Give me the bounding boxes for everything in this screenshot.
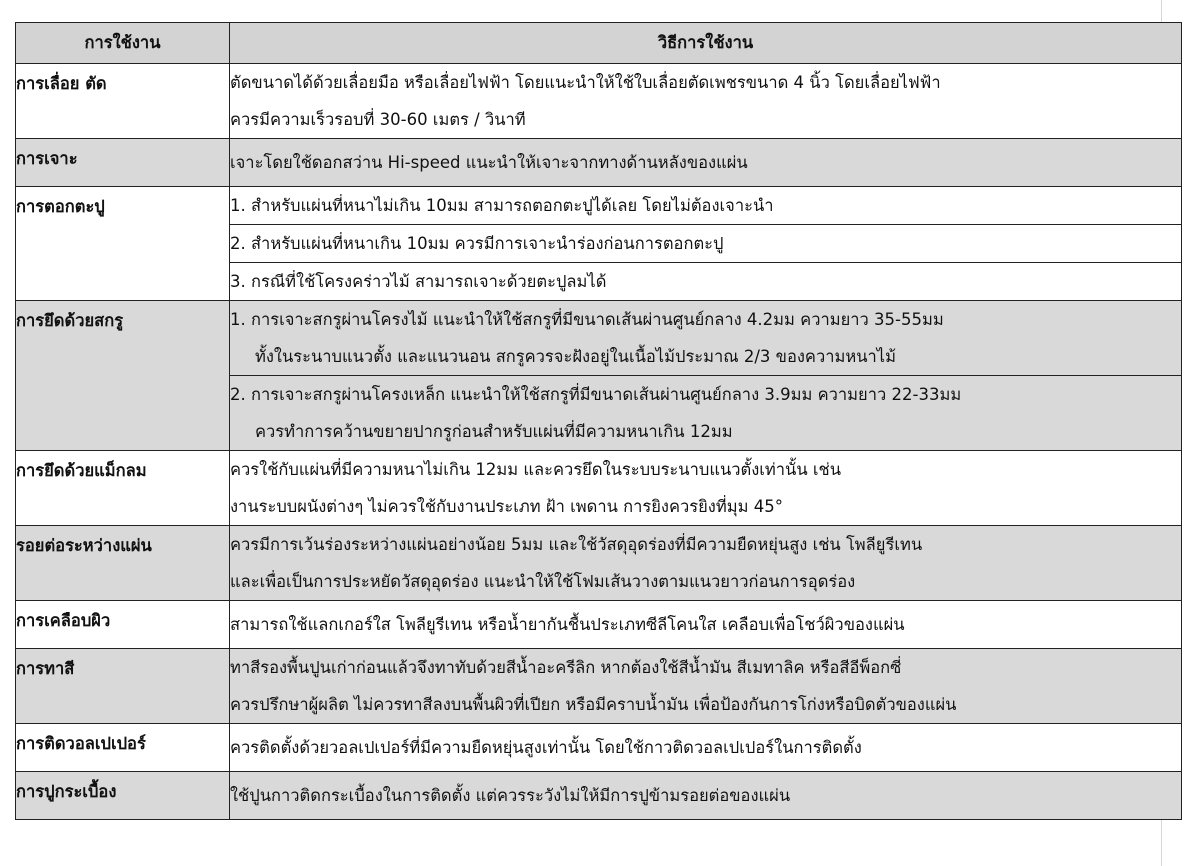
desc-line: 1. การเจาะสกรูผ่านโครงไม้ แนะนำให้ใช้สกรูที่มีขนาดเส้นผ่านศูนย์กลาง 4.2มม ความยาว 35-55มม (230, 310, 944, 329)
desc-line: เจาะโดยใช้ดอกสว่าน Hi-speed แนะนำให้เจาะจากทางด้านหลังของแผ่น (230, 153, 748, 172)
table-header-row (16, 23, 1182, 64)
row-label-painting: การทาสี (16, 649, 230, 724)
row-desc-screw-item (230, 376, 1182, 451)
header-usage: การใช้งาน (16, 23, 230, 64)
desc-line: งานระบบผนังต่างๆ ไม่ควรใช้กับงานประเภท ฝ้า เพดาน การยิงควรยิงที่มุม 45° (230, 497, 783, 516)
row-desc-nailing-item (230, 263, 1182, 301)
table-row-painting (16, 649, 1182, 724)
row-label-nailing: การตอกตะปู (16, 187, 230, 301)
desc-line: ทั้งในระนาบแนวตั้ง และแนวนอน สกรูควรจะฝังอยู่ในเนื้อไม้ประมาณ 2/3 ของความหนาไม้ (255, 347, 896, 366)
header-method: วิธีการใช้งาน (230, 23, 1182, 64)
desc-line: ควรติดตั้งด้วยวอลเปเปอร์ที่มีความยืดหยุ่นสูงเท่านั้น โดยใช้กาวติดวอลเปเปอร์ในการติดตั้ง (230, 738, 862, 757)
row-desc-staple-fixing (230, 451, 1182, 526)
row-label-drilling: การเจาะ (16, 139, 230, 187)
row-desc-nailing-item (230, 187, 1182, 225)
desc-line: 2. สำหรับแผ่นที่หนาเกิน 10มม ควรมีการเจาะนำร่องก่อนการตอกตะปู (230, 233, 724, 253)
desc-line: 1. สำหรับแผ่นที่หนาไม่เกิน 10มม สามารถตอกตะปูได้เลย โดยไม่ต้องเจาะนำ (230, 195, 774, 215)
row-label-tiling: การปูกระเบื้อง (16, 772, 230, 820)
row-desc-painting (230, 649, 1182, 724)
desc-line: สามารถใช้แลกเกอร์ใส โพลียูรีเทน หรือน้ำยากันชื้นประเภทซีลีโคนใส เคลือบเพื่อโชว์ผิวของแผ่น (230, 615, 905, 634)
row-label-coating: การเคลือบผิว (16, 601, 230, 649)
row-label-screw-fixing: การยึดด้วยสกรู (16, 301, 230, 451)
desc-line: และเพื่อเป็นการประหยัดวัสดุอุดร่อง แนะนำให้ใช้โฟมเส้นวางตามแนวยาวก่อนการอุดร่อง (230, 572, 856, 591)
row-label-wallpaper: การติดวอลเปเปอร์ (16, 724, 230, 772)
desc-line: ควรมีการเว้นร่องระหว่างแผ่นอย่างน้อย 5มม และใช้วัสดุอุดร่องที่มีความยืดหยุ่นสูง เช่น โพลียูรีเทน (230, 535, 923, 554)
desc-line: ตัดขนาดได้ด้วยเลื่อยมือ หรือเลื่อยไฟฟ้า โดยแนะนำให้ใช้ใบเลื่อยตัดเพชรขนาด 4 นิ้ว โดยเลื่อยไฟฟ้า (230, 73, 941, 92)
desc-line: ควรมีความเร็วรอบที่ 30-60 เมตร / วินาที (230, 110, 526, 129)
table-row-staple-fixing (16, 451, 1182, 526)
table-row-nailing (16, 187, 1182, 225)
row-label-staple-fixing: การยึดด้วยแม็กลม (16, 451, 230, 526)
table-row-wallpaper (16, 724, 1182, 772)
desc-line: ควรใช้กับแผ่นที่มีความหนาไม่เกิน 12มม และควรยึดในระบบระนาบแนวตั้งเท่านั้น เช่น (230, 460, 841, 479)
table-row-joints (16, 526, 1182, 601)
desc-line: 2. การเจาะสกรูผ่านโครงเหล็ก แนะนำให้ใช้สกรูที่มีขนาดเส้นผ่านศูนย์กลาง 3.9มม ความยาว 22-33มม (230, 385, 962, 404)
row-desc-tiling (230, 772, 1182, 820)
row-desc-sawing (230, 64, 1182, 139)
desc-line: ทาสีรองพื้นปูนเก่าก่อนแล้วจึงทาทับด้วยสีน้ำอะครีลิก หากต้องใช้สีน้ำมัน สีเมทาลิค หรือสีอีพ็อกซี่ (230, 658, 902, 677)
table-row-coating (16, 601, 1182, 649)
row-desc-nailing-item (230, 225, 1182, 263)
row-desc-joints (230, 526, 1182, 601)
row-desc-drilling (230, 139, 1182, 187)
row-desc-coating (230, 601, 1182, 649)
table-row-sawing (16, 64, 1182, 139)
desc-line: ใช้ปูนกาวติดกระเบื้องในการติดตั้ง แต่ควรระวังไม่ให้มีการปูข้ามรอยต่อของแผ่น (230, 786, 791, 805)
row-label-sawing: การเลื่อย ตัด (16, 64, 230, 139)
table-row-screw-fixing (16, 301, 1182, 376)
desc-line: ควรปรึกษาผู้ผลิต ไม่ควรทาสีลงบนพื้นผิวที่เปียก หรือมีคราบน้ำมัน เพื่อป้องกันการโก่งหรือบิดตัวของแผ่น (230, 695, 957, 714)
row-label-joints: รอยต่อระหว่างแผ่น (16, 526, 230, 601)
row-desc-wallpaper (230, 724, 1182, 772)
table-row-drilling (16, 139, 1182, 187)
usage-method-table (15, 22, 1182, 820)
desc-line: ควรทำการคว้านขยายปากรูก่อนสำหรับแผ่นที่มีความหนาเกิน 12มม (255, 422, 733, 441)
table-row-tiling (16, 772, 1182, 820)
desc-line: 3. กรณีที่ใช้โครงคร่าวไม้ สามารถเจาะด้วยตะปูลมได้ (230, 271, 607, 291)
row-desc-screw-item (230, 301, 1182, 376)
